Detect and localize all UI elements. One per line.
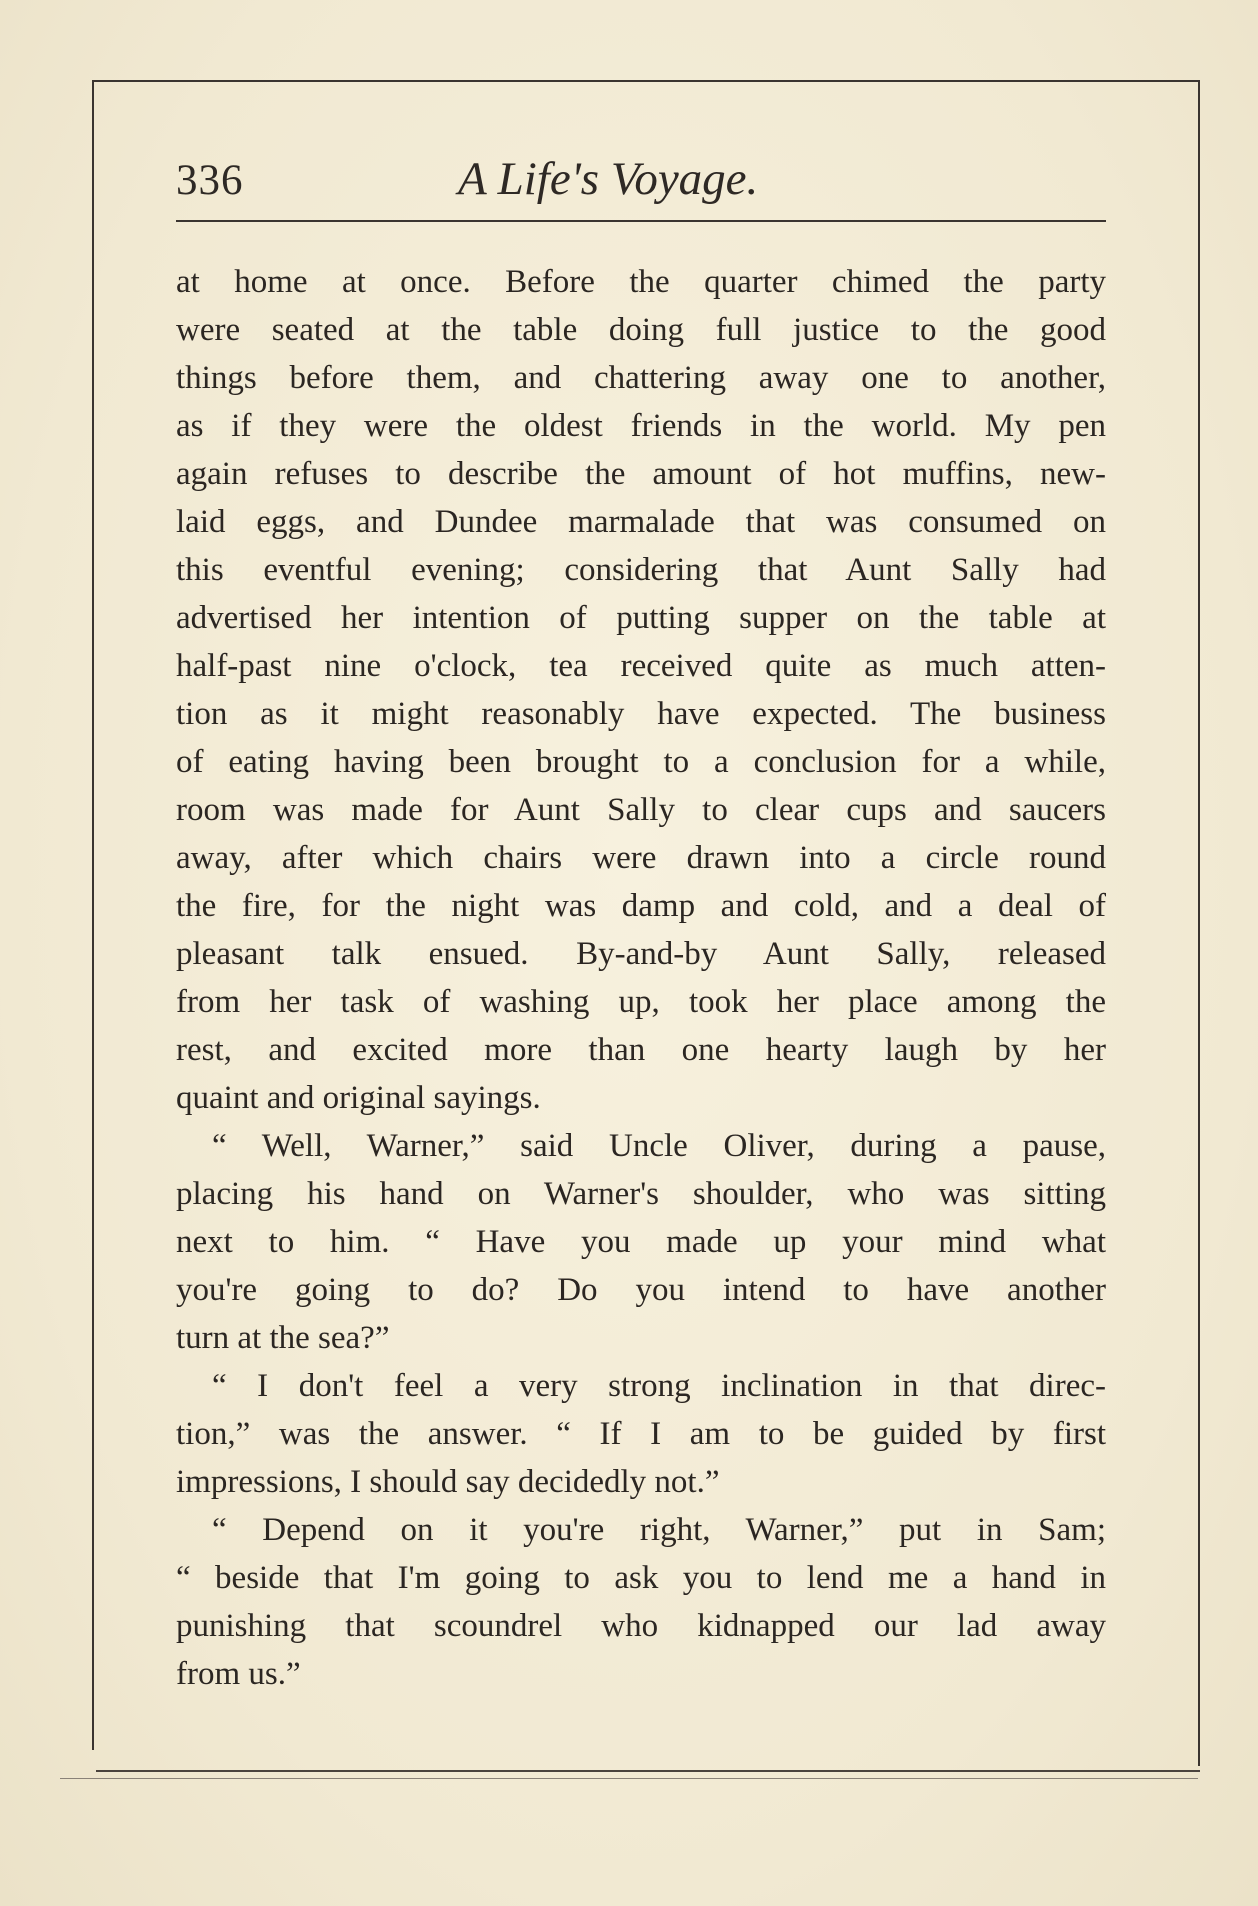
header-rule (176, 220, 1106, 222)
text-line: away, after which chairs were drawn into a circle round (176, 840, 1106, 876)
text-line: half-past nine o'clock, tea received quite as much atten- (176, 648, 1106, 684)
text-line: placing his hand on Warner's shoulder, who was sitting (176, 1176, 1106, 1212)
text-line: tion,” was the answer. “ If I am to be guided by first (176, 1416, 1106, 1452)
frame-bottom-border (96, 1770, 1200, 1772)
text-line: impressions, I should say decidedly not.” (176, 1464, 720, 1500)
page-header (176, 148, 1106, 212)
text-line: things before them, and chattering away one to another, (176, 360, 1106, 396)
text-line: from her task of washing up, took her place among the (176, 984, 1106, 1020)
text-line: tion as it might reasonably have expected. The business (176, 696, 1106, 732)
text-line: turn at the sea?” (176, 1320, 390, 1356)
text-line: this eventful evening; considering that Aunt Sally had (176, 552, 1106, 588)
frame-bottom-edge (60, 1778, 1198, 1779)
page-number: 336 (176, 157, 244, 204)
text-line: the fire, for the night was damp and cold, and a deal of (176, 888, 1106, 924)
text-line: “ Depend on it you're right, Warner,” put in Sam; (212, 1512, 1106, 1548)
frame-right-border (1198, 80, 1200, 1766)
text-line: room was made for Aunt Sally to clear cups and saucers (176, 792, 1106, 828)
text-line: “ I don't feel a very strong inclination in that direc- (212, 1368, 1106, 1404)
text-line: as if they were the oldest friends in the world. My pen (176, 408, 1106, 444)
text-line: you're going to do? Do you intend to have another (176, 1272, 1106, 1308)
frame-left-border (92, 80, 94, 1750)
text-line: laid eggs, and Dundee marmalade that was consumed on (176, 504, 1106, 540)
text-line: rest, and excited more than one hearty laugh by her (176, 1032, 1106, 1068)
running-title: A Life's Voyage. (458, 153, 759, 205)
text-line: of eating having been brought to a conclusion for a while, (176, 744, 1106, 780)
text-line: “ beside that I'm going to ask you to lend me a hand in (176, 1560, 1106, 1596)
text-line: at home at once. Before the quarter chimed the party (176, 264, 1106, 300)
text-line: punishing that scoundrel who kidnapped our lad away (176, 1608, 1106, 1644)
text-line: pleasant talk ensued. By-and-by Aunt Sally, released (176, 936, 1106, 972)
text-line: advertised her intention of putting supper on the table at (176, 600, 1106, 636)
body-text (176, 258, 1106, 1698)
text-line: next to him. “ Have you made up your mind what (176, 1224, 1106, 1260)
text-line: again refuses to describe the amount of hot muffins, new- (176, 456, 1106, 492)
text-line: quaint and original sayings. (176, 1080, 541, 1116)
text-line: “ Well, Warner,” said Uncle Oliver, during a pause, (212, 1128, 1106, 1164)
frame-top-border (92, 80, 1200, 82)
text-line: from us.” (176, 1656, 301, 1692)
text-line: were seated at the table doing full justice to the good (176, 312, 1106, 348)
